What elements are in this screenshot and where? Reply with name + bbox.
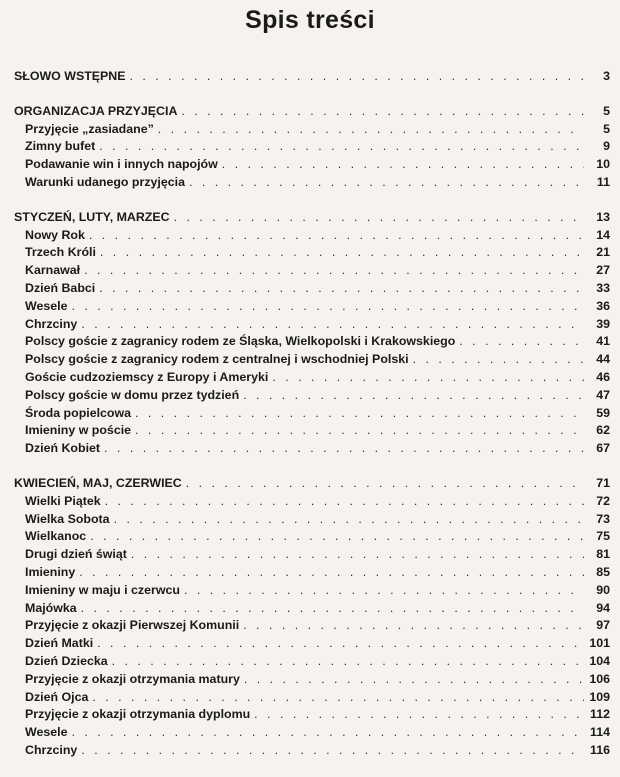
toc-page-number: 62 — [596, 423, 610, 438]
dot-leader — [189, 174, 584, 192]
toc-entry-label: Środa popielcowa — [25, 405, 132, 420]
toc-entry-label: Dzień Babci — [25, 280, 96, 295]
toc-entry — [14, 724, 610, 742]
toc-page-number: 5 — [603, 103, 610, 118]
toc-entry — [14, 671, 610, 689]
dot-leader — [89, 227, 584, 245]
toc-page-number: 116 — [590, 742, 610, 757]
dot-leader — [81, 316, 584, 334]
toc-entry — [14, 369, 610, 387]
toc-entry — [14, 493, 610, 511]
toc-heading — [14, 103, 610, 121]
toc-page-number: 10 — [596, 157, 610, 172]
dot-leader — [186, 475, 584, 493]
toc-section-foreword — [14, 68, 610, 86]
toc-entry-label: Dzień Matki — [25, 636, 94, 651]
toc-entry — [14, 422, 610, 440]
toc-entry-label: Dzień Dziecka — [25, 653, 108, 668]
toc-page-number: 97 — [596, 618, 610, 633]
toc-heading-label: KWIECIEŃ, MAJ, CZERWIEC — [14, 475, 182, 490]
toc-entry — [14, 244, 610, 262]
toc-page-number: 104 — [589, 653, 610, 668]
toc-entry-label: Polscy goście z zagranicy rodem z centralnej i wschodniej Polski — [25, 352, 409, 367]
toc-page-number: 9 — [603, 139, 610, 154]
dot-leader — [99, 280, 584, 298]
dot-leader — [81, 600, 584, 618]
toc-entry-label: Dzień Kobiet — [25, 441, 101, 456]
toc-page-number: 85 — [596, 564, 610, 579]
toc-entry-label: Karnawał — [25, 263, 81, 278]
toc-page-number: 59 — [596, 405, 610, 420]
dot-leader — [104, 440, 584, 458]
toc-entry-label: Polscy goście z zagranicy rodem ze Śląska, Wielkopolski i Krakowskiego — [25, 334, 456, 349]
dot-leader — [244, 671, 584, 689]
dot-leader — [413, 351, 584, 369]
toc-page-number: 67 — [596, 441, 610, 456]
toc-entry-label: Imieniny — [25, 564, 76, 579]
toc-entry-label: Wielki Piątek — [25, 493, 101, 508]
toc-page-number: 36 — [596, 298, 610, 313]
toc-page-number: 72 — [596, 493, 610, 508]
dot-leader — [79, 564, 584, 582]
toc-entry — [14, 298, 610, 316]
toc-entry — [14, 635, 610, 653]
toc-entry — [14, 138, 610, 156]
toc-page-number: 13 — [596, 209, 610, 224]
toc-page-number: 3 — [603, 69, 610, 83]
toc-page-number: 21 — [596, 245, 610, 260]
toc-page-number: 47 — [596, 387, 610, 402]
toc-heading-label: ORGANIZACJA PRZYJĘCIA — [14, 103, 178, 118]
toc-entry-label: Chrzciny — [25, 316, 78, 331]
toc-entry-label: Majówka — [25, 600, 77, 615]
toc-entry — [14, 582, 610, 600]
toc-page-number: 39 — [596, 316, 610, 331]
toc-entry-label: Imieniny w poście — [25, 423, 132, 438]
dot-leader — [105, 493, 584, 511]
toc-entry-label: Polscy goście w domu przez tydzień — [25, 387, 240, 402]
toc-page-number: 109 — [589, 689, 610, 704]
toc-entry-label: Trzech Króli — [25, 245, 96, 260]
toc-entry-label: Przyjęcie „zasiadane” — [25, 121, 154, 136]
dot-leader — [92, 689, 584, 707]
toc-page-number: 5 — [603, 121, 610, 136]
toc-section-organization — [14, 103, 610, 192]
toc-entry — [14, 405, 610, 423]
toc-page-number: 114 — [590, 725, 610, 740]
toc-page-number: 90 — [596, 582, 610, 597]
dot-leader — [71, 298, 584, 316]
toc-entry-label: Przyjęcie z okazji otrzymania dyplomu — [25, 707, 251, 722]
toc-entry — [14, 546, 610, 564]
toc-page-number: 44 — [596, 352, 610, 367]
toc-entry — [14, 528, 610, 546]
toc-entry — [14, 333, 610, 351]
toc-page-number: 46 — [596, 369, 610, 384]
toc-entry — [14, 511, 610, 529]
toc-entry — [14, 280, 610, 298]
toc-heading-label: SŁOWO WSTĘPNE — [14, 69, 126, 83]
toc-entry-label: Chrzciny — [25, 742, 78, 757]
toc-entry — [14, 706, 610, 724]
dot-leader — [174, 209, 584, 227]
dot-leader — [272, 369, 584, 387]
toc-entry-label: Wielka Sobota — [25, 511, 110, 526]
dot-leader — [222, 156, 584, 174]
dot-leader — [114, 511, 584, 529]
toc-page-number: 81 — [596, 547, 610, 562]
toc-page-number: 94 — [596, 600, 610, 615]
toc-entry-label: Imieniny w maju i czerwcu — [25, 582, 180, 597]
toc-page-number: 101 — [589, 636, 610, 651]
toc-page-number: 14 — [596, 227, 610, 242]
toc-entry — [14, 121, 610, 139]
toc-entry — [14, 564, 610, 582]
toc-page-number: 71 — [596, 475, 610, 490]
toc-heading — [14, 209, 610, 227]
toc-entry — [14, 440, 610, 458]
toc-entry — [14, 351, 610, 369]
toc-section-q1 — [14, 209, 610, 458]
toc-entry — [14, 600, 610, 618]
toc-entry-label: Wielkanoc — [25, 529, 87, 544]
toc-page-number: 112 — [590, 707, 610, 722]
toc-page-number: 27 — [596, 263, 610, 278]
toc-page-number: 41 — [596, 334, 610, 349]
toc-entry-label: Goście cudzoziemscy z Europy i Ameryki — [25, 369, 269, 384]
toc-entry — [14, 262, 610, 280]
dot-leader — [243, 617, 584, 635]
toc-section-q2 — [14, 475, 610, 760]
dot-leader — [71, 724, 584, 742]
toc-page-number: 11 — [596, 174, 610, 189]
toc-entry-label: Dzień Ojca — [25, 689, 89, 704]
dot-leader — [158, 121, 584, 139]
toc-entry-label: Drugi dzień świąt — [25, 547, 127, 562]
toc-entry — [14, 653, 610, 671]
toc-heading — [14, 475, 610, 493]
dot-leader — [254, 706, 584, 724]
dot-leader — [130, 68, 584, 86]
toc-page-number: 75 — [596, 529, 610, 544]
toc-entry-label: Podawanie win i innych napojów — [25, 157, 218, 172]
toc-entry — [14, 174, 610, 192]
page-title: Spis treści — [245, 6, 375, 34]
toc-entry — [14, 689, 610, 707]
toc-entry-label: Wesele — [25, 725, 68, 740]
toc-entry — [14, 316, 610, 334]
dot-leader — [184, 582, 584, 600]
dot-leader — [243, 387, 584, 405]
dot-leader — [135, 422, 584, 440]
toc-entry-label: Nowy Rok — [25, 227, 85, 242]
toc-entry — [14, 617, 610, 635]
dot-leader — [90, 528, 584, 546]
dot-leader — [459, 333, 584, 351]
dot-leader — [131, 546, 584, 564]
dot-leader — [100, 244, 584, 262]
dot-leader — [181, 103, 584, 121]
toc-entry-label: Przyjęcie z okazji otrzymania matury — [25, 671, 240, 686]
table-of-contents — [14, 68, 610, 777]
toc-entry — [14, 156, 610, 174]
dot-leader — [112, 653, 584, 671]
toc-entry — [14, 227, 610, 245]
toc-heading — [14, 68, 610, 86]
toc-page-number: 106 — [589, 671, 610, 686]
dot-leader — [97, 635, 584, 653]
toc-page-number: 73 — [596, 511, 610, 526]
toc-heading-label: STYCZEŃ, LUTY, MARZEC — [14, 209, 170, 224]
dot-leader — [84, 262, 584, 280]
toc-entry-label: Zimny bufet — [25, 139, 96, 154]
dot-leader — [135, 405, 584, 423]
toc-entry-label: Warunki udanego przyjęcia — [25, 174, 185, 189]
toc-entry-label: Wesele — [25, 298, 68, 313]
toc-entry-label: Przyjęcie z okazji Pierwszej Komunii — [25, 618, 240, 633]
dot-leader — [99, 138, 584, 156]
toc-entry — [14, 387, 610, 405]
toc-page-number: 33 — [596, 280, 610, 295]
